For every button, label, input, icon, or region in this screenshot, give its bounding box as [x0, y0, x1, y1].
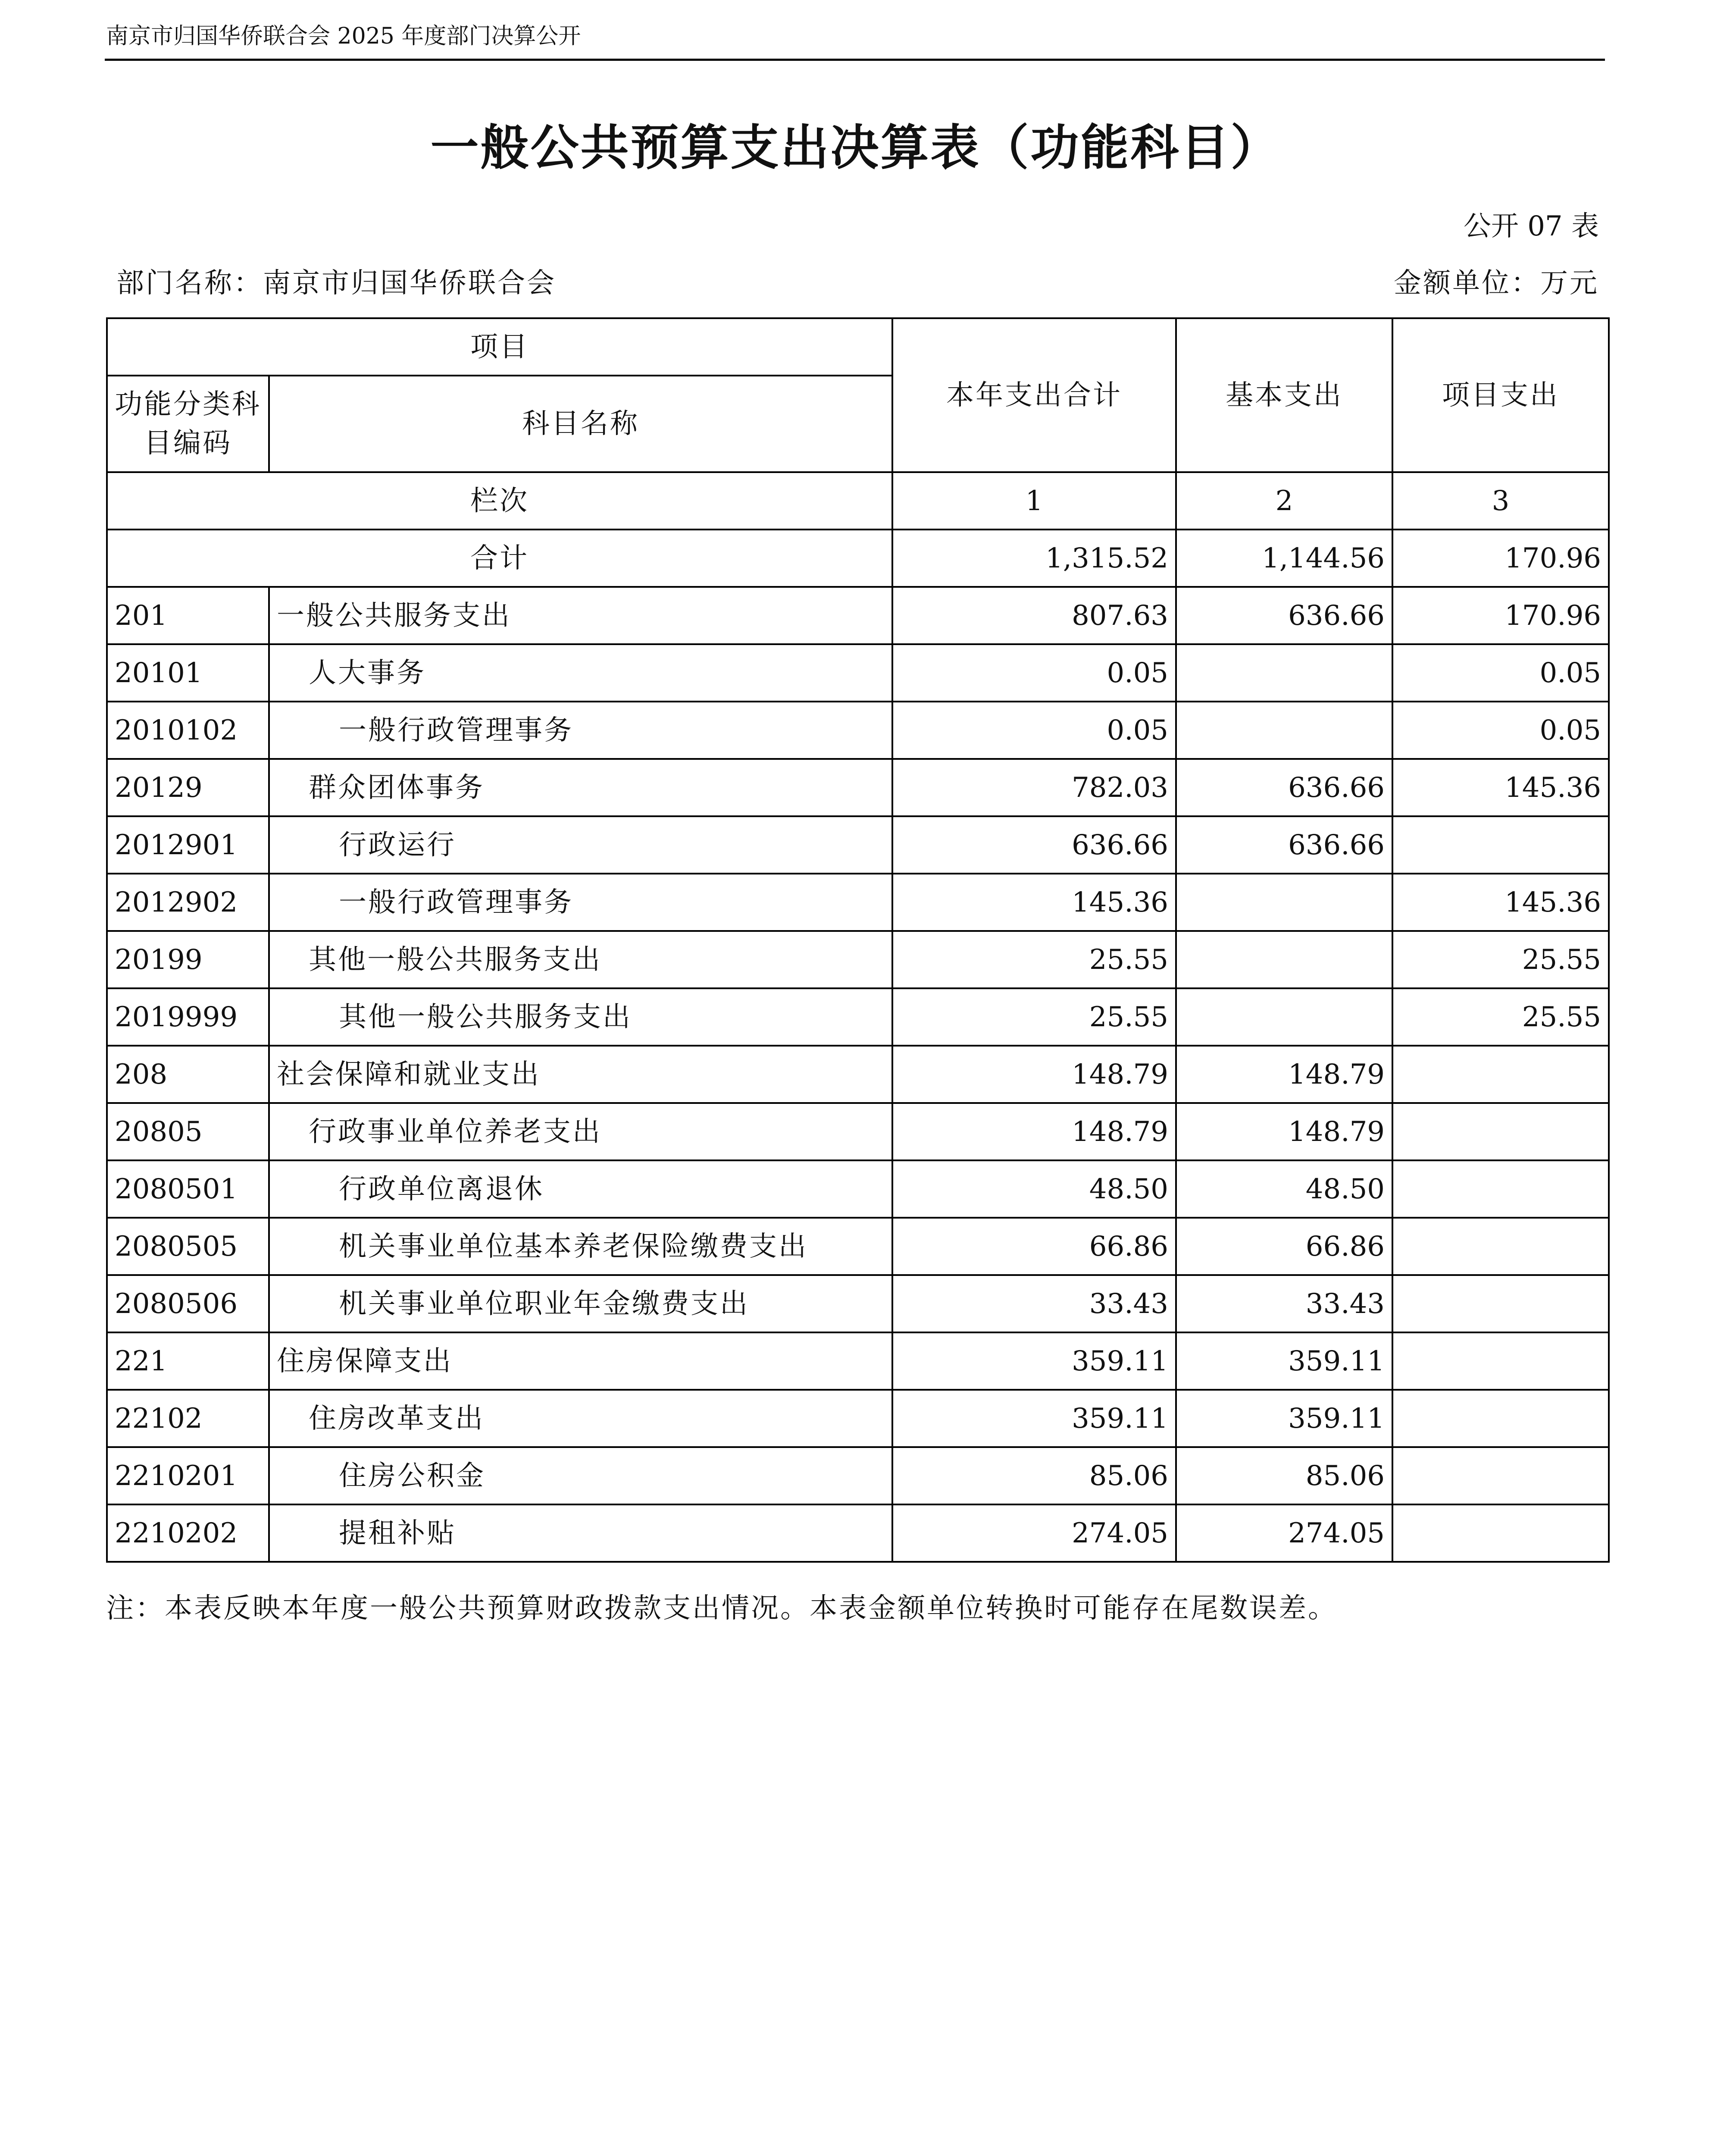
row-project — [1392, 1390, 1609, 1447]
row-code: 2210202 — [107, 1504, 269, 1562]
row-code: 201 — [107, 587, 269, 644]
row-total: 807.63 — [892, 587, 1176, 644]
table-row — [107, 874, 1609, 931]
row-project: 145.36 — [1392, 759, 1609, 816]
row-name: 机关事业单位基本养老保险缴费支出 — [269, 1218, 892, 1275]
row-project — [1392, 816, 1609, 874]
row-code: 20199 — [107, 931, 269, 988]
row-code: 221 — [107, 1332, 269, 1390]
row-total: 25.55 — [892, 931, 1176, 988]
table-row — [107, 1103, 1609, 1160]
row-name: 人大事务 — [269, 644, 892, 702]
row-basic — [1176, 702, 1392, 759]
column-index-1: 1 — [892, 472, 1176, 530]
row-project: 0.05 — [1392, 702, 1609, 759]
row-basic: 66.86 — [1176, 1218, 1392, 1275]
row-basic: 359.11 — [1176, 1390, 1392, 1447]
table-code: 公开 07 表 — [1463, 210, 1599, 242]
row-project — [1392, 1046, 1609, 1103]
header-row-item — [107, 318, 1609, 376]
row-name: 提租补贴 — [269, 1504, 892, 1562]
header-code — [107, 376, 269, 472]
row-name: 其他一般公共服务支出 — [269, 988, 892, 1046]
row-basic — [1176, 874, 1392, 931]
table-row — [107, 816, 1609, 874]
row-name: 住房保障支出 — [269, 1332, 892, 1390]
row-code: 20805 — [107, 1103, 269, 1160]
row-total: 33.43 — [892, 1275, 1176, 1332]
row-total: 0.05 — [892, 702, 1176, 759]
table-row — [107, 1504, 1609, 1562]
row-name: 群众团体事务 — [269, 759, 892, 816]
row-name: 行政事业单位养老支出 — [269, 1103, 892, 1160]
row-basic: 48.50 — [1176, 1160, 1392, 1218]
table-row — [107, 702, 1609, 759]
row-project — [1392, 1447, 1609, 1504]
row-basic: 33.43 — [1176, 1275, 1392, 1332]
row-project: 145.36 — [1392, 874, 1609, 931]
table-row — [107, 1046, 1609, 1103]
row-code: 208 — [107, 1046, 269, 1103]
row-basic: 274.05 — [1176, 1504, 1392, 1562]
total-amount: 1,315.52 — [892, 530, 1176, 587]
column-index-row — [107, 472, 1609, 530]
total-basic: 1,144.56 — [1176, 530, 1392, 587]
table-row — [107, 1275, 1609, 1332]
department-name: 部门名称：南京市归国华侨联合会 — [116, 267, 556, 299]
row-total: 782.03 — [892, 759, 1176, 816]
row-total: 66.86 — [892, 1218, 1176, 1275]
row-name: 行政运行 — [269, 816, 892, 874]
row-code: 2080506 — [107, 1275, 269, 1332]
expenditure-table — [106, 317, 1610, 1563]
column-index-3: 3 — [1392, 472, 1609, 530]
row-total: 636.66 — [892, 816, 1176, 874]
table-note: 注：本表反映本年度一般公共预算财政拨款支出情况。本表金额单位转换时可能存在尾数误差。 — [106, 1592, 1337, 1624]
header-rule — [105, 59, 1605, 61]
row-project — [1392, 1160, 1609, 1218]
row-project — [1392, 1504, 1609, 1562]
row-code: 2210201 — [107, 1447, 269, 1504]
row-code: 2010102 — [107, 702, 269, 759]
row-total: 0.05 — [892, 644, 1176, 702]
row-project: 170.96 — [1392, 587, 1609, 644]
row-name: 社会保障和就业支出 — [269, 1046, 892, 1103]
header-name: 科目名称 — [269, 376, 892, 472]
row-name: 一般行政管理事务 — [269, 702, 892, 759]
row-total: 48.50 — [892, 1160, 1176, 1218]
row-total: 359.11 — [892, 1390, 1176, 1447]
page-title: 一般公共预算支出决算表（功能科目） — [430, 120, 1281, 176]
row-name: 一般行政管理事务 — [269, 874, 892, 931]
row-project — [1392, 1275, 1609, 1332]
table-row — [107, 988, 1609, 1046]
row-basic: 636.66 — [1176, 816, 1392, 874]
total-project: 170.96 — [1392, 530, 1609, 587]
total-label: 合计 — [107, 530, 892, 587]
row-code: 20101 — [107, 644, 269, 702]
column-index-label: 栏次 — [107, 472, 892, 530]
row-name: 住房改革支出 — [269, 1390, 892, 1447]
row-project — [1392, 1332, 1609, 1390]
row-code: 2080501 — [107, 1160, 269, 1218]
row-project: 25.55 — [1392, 931, 1609, 988]
row-total: 148.79 — [892, 1046, 1176, 1103]
row-basic — [1176, 931, 1392, 988]
table-row — [107, 1332, 1609, 1390]
header-code-text: 功能分类科目编码 — [115, 389, 261, 459]
table-row — [107, 587, 1609, 644]
row-code: 2080505 — [107, 1218, 269, 1275]
row-total: 25.55 — [892, 988, 1176, 1046]
table-row — [107, 644, 1609, 702]
row-project — [1392, 1218, 1609, 1275]
table-row — [107, 1160, 1609, 1218]
row-code: 20129 — [107, 759, 269, 816]
row-name: 行政单位离退休 — [269, 1160, 892, 1218]
row-basic — [1176, 644, 1392, 702]
table-row — [107, 759, 1609, 816]
row-code: 2012901 — [107, 816, 269, 874]
row-basic: 148.79 — [1176, 1103, 1392, 1160]
header-item: 项目 — [107, 318, 892, 376]
table-row — [107, 931, 1609, 988]
header-project: 项目支出 — [1392, 318, 1609, 472]
row-total: 148.79 — [892, 1103, 1176, 1160]
header-total: 本年支出合计 — [892, 318, 1176, 472]
amount-unit: 金额单位：万元 — [1394, 267, 1599, 299]
table-row — [107, 1447, 1609, 1504]
table-row — [107, 1390, 1609, 1447]
row-name: 住房公积金 — [269, 1447, 892, 1504]
row-code: 22102 — [107, 1390, 269, 1447]
row-project: 0.05 — [1392, 644, 1609, 702]
row-name: 其他一般公共服务支出 — [269, 931, 892, 988]
row-basic: 359.11 — [1176, 1332, 1392, 1390]
row-project — [1392, 1103, 1609, 1160]
row-basic: 636.66 — [1176, 759, 1392, 816]
row-code: 2012902 — [107, 874, 269, 931]
row-name: 机关事业单位职业年金缴费支出 — [269, 1275, 892, 1332]
row-code: 2019999 — [107, 988, 269, 1046]
row-total: 145.36 — [892, 874, 1176, 931]
row-total: 359.11 — [892, 1332, 1176, 1390]
row-basic — [1176, 988, 1392, 1046]
header-basic: 基本支出 — [1176, 318, 1392, 472]
table-row — [107, 1218, 1609, 1275]
row-project: 25.55 — [1392, 988, 1609, 1046]
row-total: 274.05 — [892, 1504, 1176, 1562]
row-name: 一般公共服务支出 — [269, 587, 892, 644]
row-basic: 85.06 — [1176, 1447, 1392, 1504]
total-row — [107, 530, 1609, 587]
running-header: 南京市归国华侨联合会 2025 年度部门决算公开 — [106, 23, 581, 49]
row-basic: 148.79 — [1176, 1046, 1392, 1103]
row-basic: 636.66 — [1176, 587, 1392, 644]
column-index-2: 2 — [1176, 472, 1392, 530]
row-total: 85.06 — [892, 1447, 1176, 1504]
